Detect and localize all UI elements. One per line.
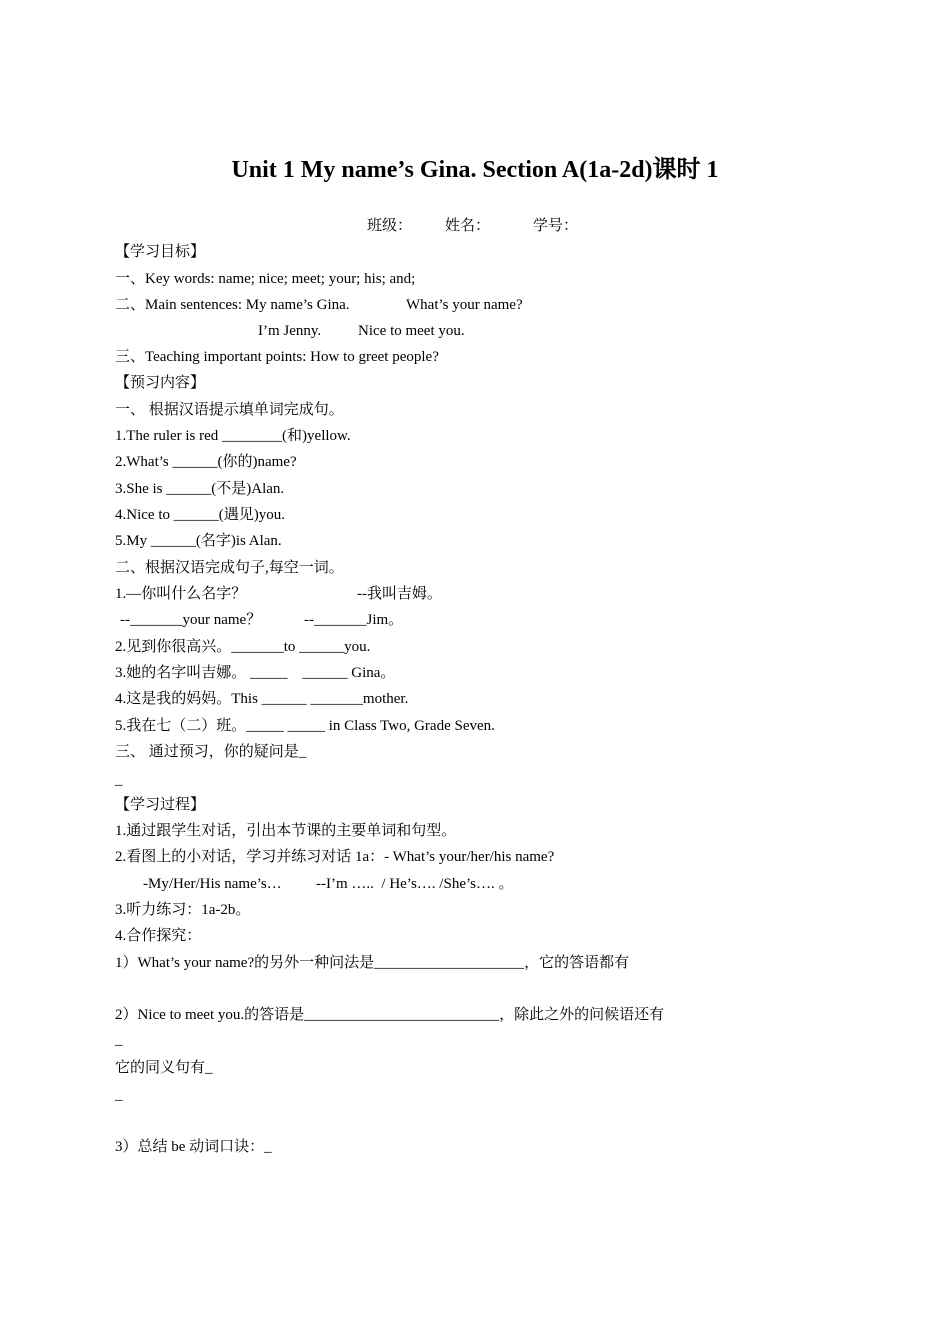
exercise-item: 1.The ruler is red ________(和)yellow. [115,428,351,444]
exercise-item: 2.What’s ______(你的)name? [115,454,297,470]
synonym-line: 它的同义句有_ [115,1060,213,1076]
process-step: 3.听力练习：1a-2b。 [115,902,251,918]
exercise-item: 3.她的名字叫吉娜。 _____ ______ Gina。 [115,665,396,681]
answer-text: --_______Jim。 [304,612,404,628]
process-step: 2.看图上的小对话，学习并练习对话 1a：- What’s your/her/his name? [115,849,555,865]
main-sentence-part: I’m Jenny. [258,323,322,339]
part2-q1-english [0,610,950,630]
preview-part2-title: 二、根据汉语完成句子,每空一词。 [115,560,344,576]
main-sentence-part: What’s your name? [406,297,523,313]
main-sentences-line-1 [0,295,950,315]
answer-text: --我叫吉姆。 [357,586,442,602]
exercise-item: 3.She is ______(不是)Alan. [115,481,285,497]
main-sentence-part: Nice to meet you. [358,323,465,339]
preview-part1-title: 一、 根据汉语提示填单词完成句。 [115,402,344,418]
exercise-item: 2.见到你很高兴。_______to ______you. [115,639,371,655]
part2-q1-chinese [0,584,950,604]
student-info-line [0,216,950,236]
dialogue-replies [0,874,950,894]
exercise-item: 4.这是我的妈妈。This ______ _______mother. [115,691,409,707]
preview-part3-title: 三、 通过预习，你的疑问是_ [115,744,307,760]
name-label: 姓名： [445,218,491,234]
class-label: 班级： [367,218,413,234]
student-number-label: 学号： [533,218,579,234]
preview-heading: 【预习内容】 [115,375,206,391]
main-sentence-part: 二、Main sentences: My name’s Gina. [115,297,350,313]
answer-blank: _ [115,1032,123,1048]
teaching-points-line: 三、Teaching important points: How to greet people? [115,349,439,365]
exercise-item: 5.我在七（二）班。_____ _____ in Class Two, Grade Seven. [115,718,495,734]
process-step: 1.通过跟学生对话，引出本节课的主要单词和句型。 [115,823,457,839]
objectives-heading: 【学习目标】 [115,244,206,260]
main-sentences-line-2 [0,321,950,341]
question-text: 1.—你叫什么名字？ [115,586,247,602]
exercise-item: 5.My ______(名字)is Alan. [115,533,282,549]
question-text: --_______your name？ [120,612,262,628]
inquiry-question: 2）Nice to meet you.的答语是__________________________，除此之外的问候语还有 [115,1007,665,1023]
inquiry-question: 1）What’s your name?的另外一种问法是____________________，它的答语都有 [115,955,630,971]
page-title: Unit 1 My name’s Gina. Section A(1a-2d)课时 1 [231,157,719,183]
inquiry-question: 3）总结 be 动词口诀：_ [115,1139,272,1155]
process-heading: 【学习过程】 [115,797,206,813]
exercise-item: 4.Nice to ______(遇见)you. [115,507,285,523]
key-words-line: 一、Key words: name; nice; meet; your; his; and; [115,271,416,287]
dialogue-reply: -My/Her/His name’s… [143,876,282,892]
dialogue-reply: --I’m ….. / He’s…. /She’s…. 。 [316,876,514,892]
answer-blank: _ [115,1087,123,1103]
answer-blank: _ [115,772,123,788]
process-step: 4.合作探究： [115,928,202,944]
